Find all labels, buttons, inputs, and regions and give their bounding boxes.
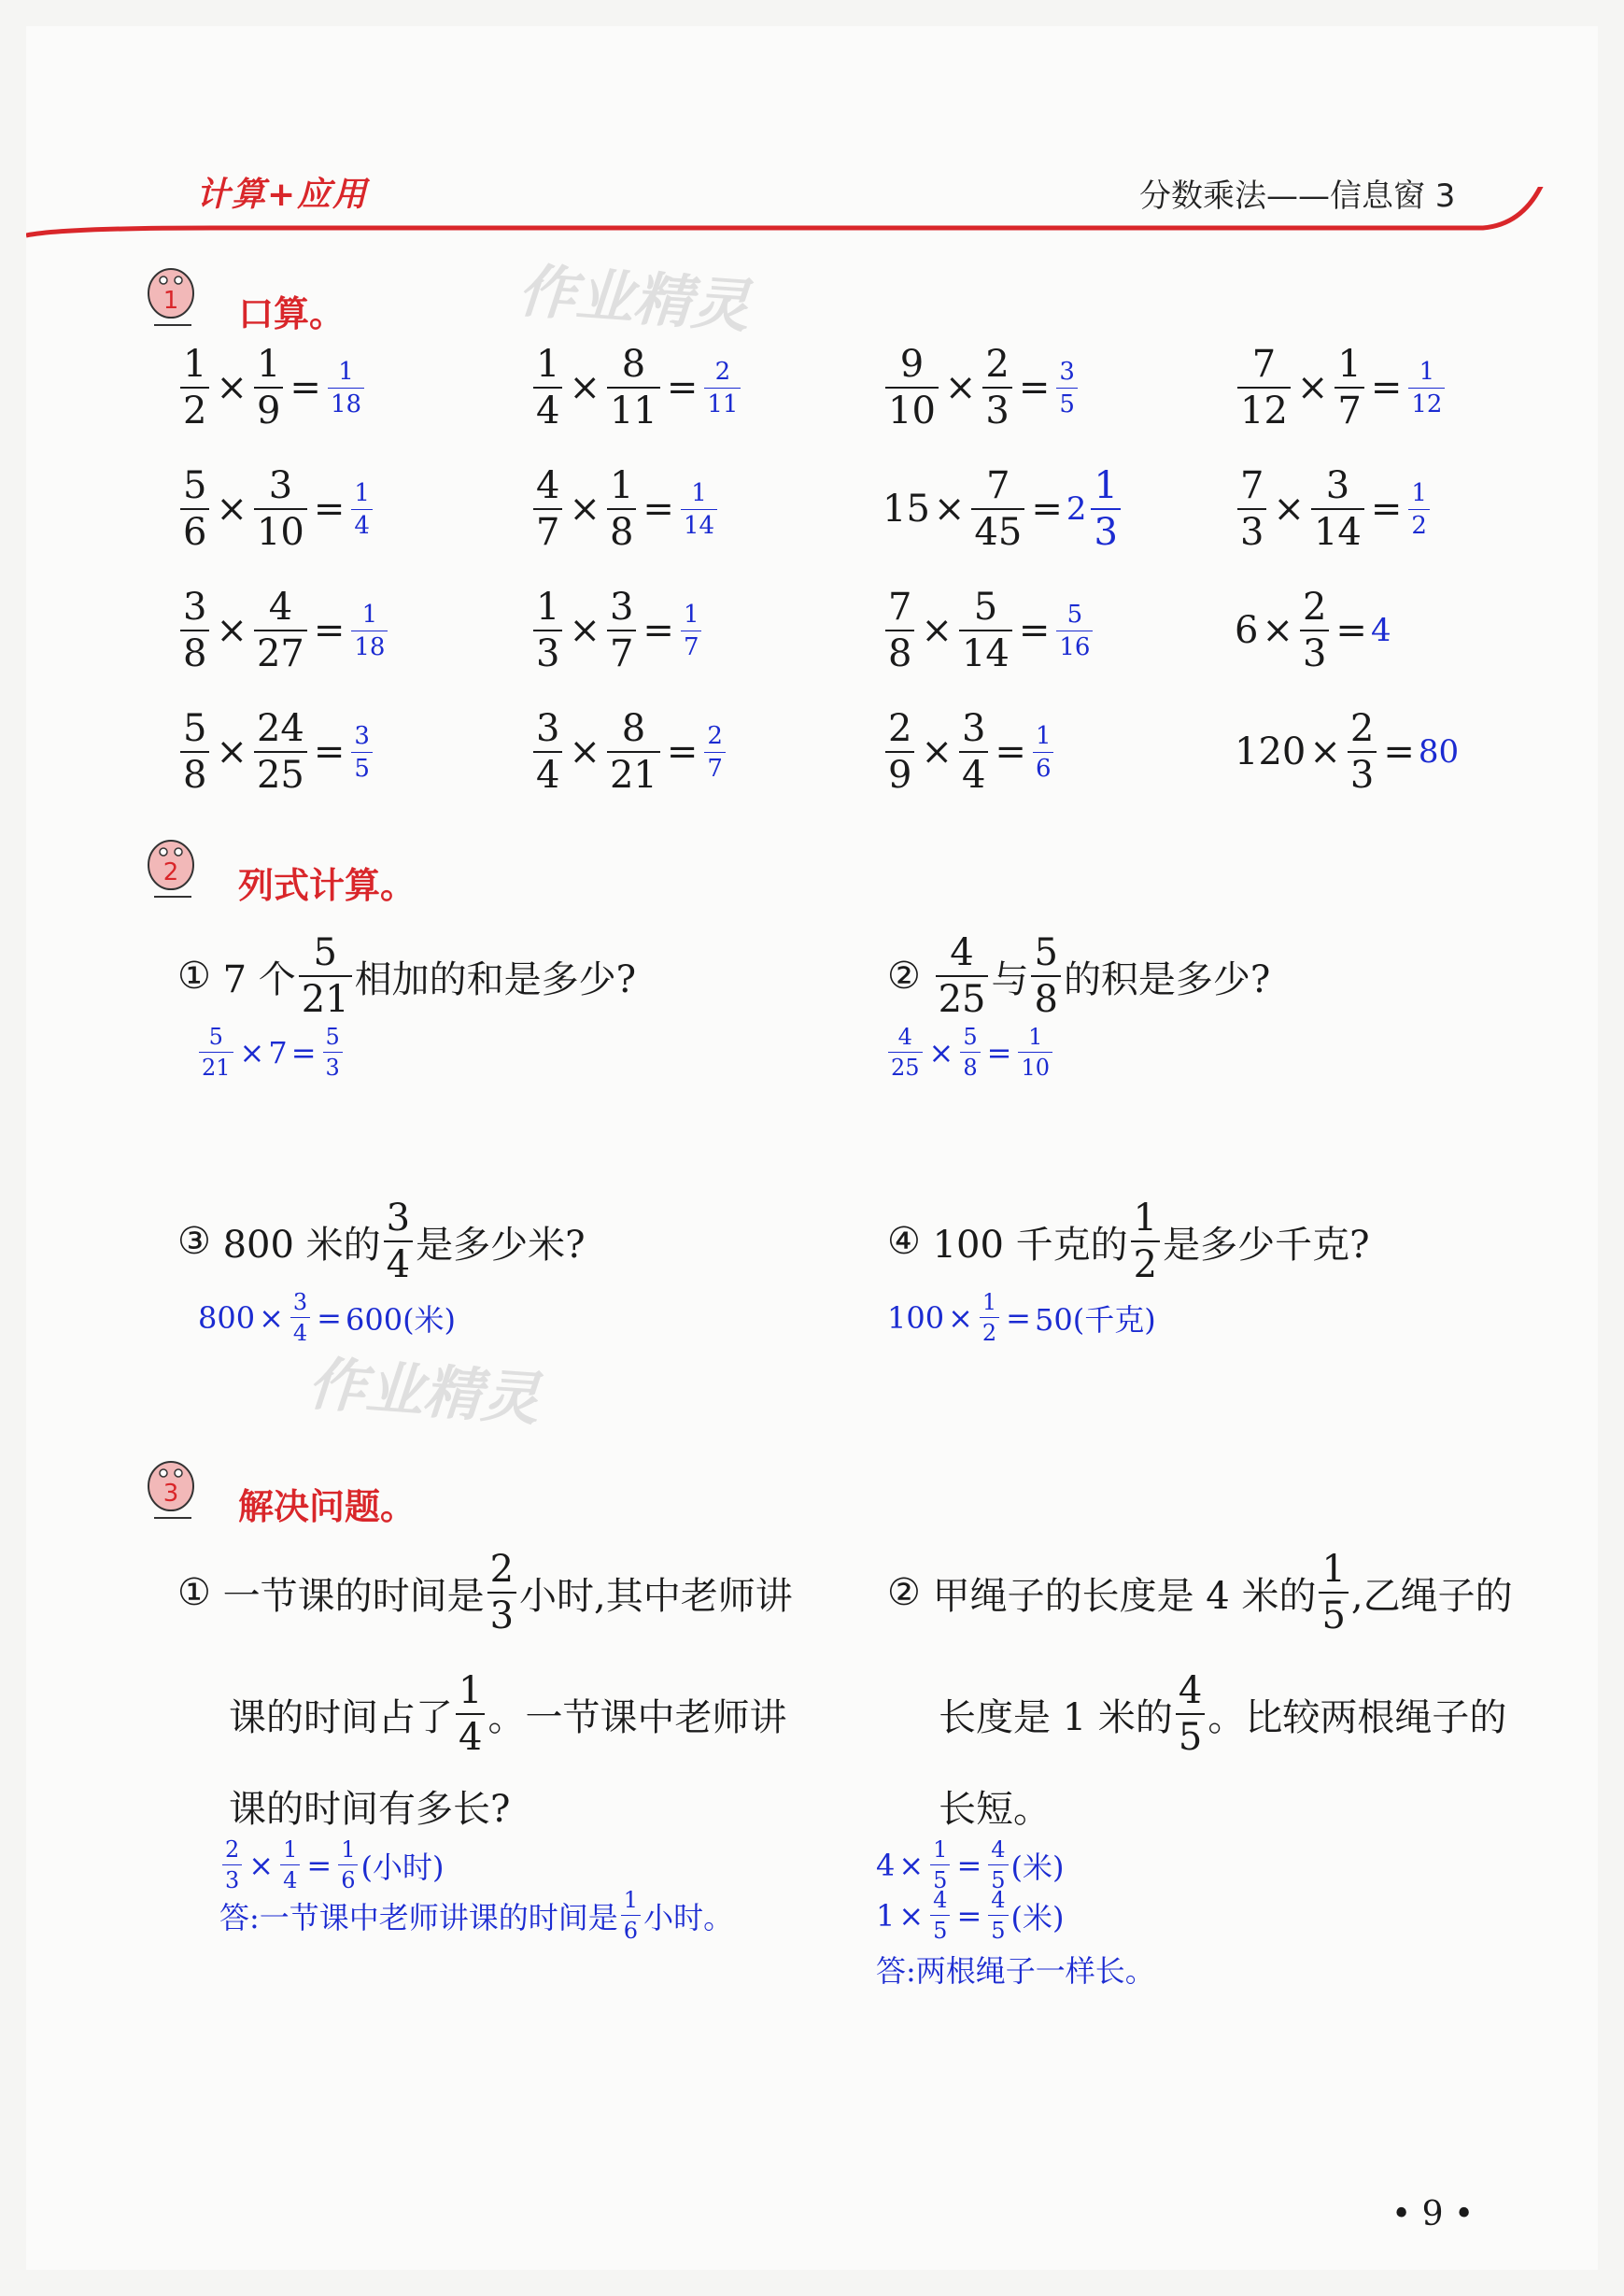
fraction: $\frac{3}{4}$ — [959, 710, 988, 794]
fraction: $\frac{3}{7}$ — [607, 588, 636, 673]
answer-2-2: $\frac{4}{25}$ × $\frac{5}{8}$ = $\frac{1}{10}$ — [885, 1026, 1055, 1079]
fraction: $\frac{8}{11}$ — [607, 346, 660, 430]
svg-text:1: 1 — [162, 287, 179, 315]
fraction: $\frac{1}{8}$ — [607, 467, 636, 551]
answer-2-1: $\frac{5}{21}$ × 7 = $\frac{5}{3}$ — [196, 1026, 346, 1079]
mental-math-item: $\frac{1}{4}$ × $\frac{8}{11}$ = $\frac{2}{11}$ — [530, 346, 743, 430]
mental-math-item: $\frac{7}{3}$ × $\frac{3}{14}$ = $\frac{1}{2}$ — [1235, 467, 1433, 551]
answer-3-2-work1: 4 × $\frac{1}{5}$ = $\frac{4}{5}$ (米) — [876, 1836, 1065, 1893]
answer-2-3: 800 × $\frac{3}{4}$ = 600(米) — [198, 1289, 457, 1346]
fraction: $\frac{3}{4}$ — [533, 710, 562, 794]
header-category: 计算+应用 — [196, 176, 369, 214]
section-title: 解决问题。 — [238, 1486, 417, 1527]
bird-number-icon — [135, 1453, 201, 1527]
question-3-1-line2: 课的时间占了 $\frac{1}{4}$ 。一节课中老师讲 — [229, 1669, 787, 1759]
question-3-2-line2: 长度是 1 米的 $\frac{4}{5}$ 。比较两根绳子的 — [939, 1669, 1507, 1759]
fraction: $\frac{7}{12}$ — [1237, 346, 1291, 430]
question-3-2-line1: ② 甲绳子的长度是 4 米的 $\frac{1}{5}$ ,乙绳子的 — [887, 1548, 1513, 1637]
answer: $\frac{1}{14}$ — [678, 481, 720, 538]
fraction: $\frac{9}{10}$ — [885, 346, 939, 430]
fraction: $\frac{1}{7}$ — [1335, 346, 1363, 430]
bird-number-icon — [135, 260, 201, 334]
answer: $\frac{1}{4}$ — [348, 481, 375, 538]
answer: $\frac{1}{7}$ — [678, 602, 705, 659]
fraction: $\frac{5}{14}$ — [959, 588, 1012, 673]
answer-3-2-statement: 答:两根绳子一样长。 — [876, 1953, 1155, 1989]
fraction: $\frac{1}{9}$ — [254, 346, 283, 430]
section-title: 列式计算。 — [238, 865, 417, 906]
answer: 80 — [1418, 733, 1460, 771]
mental-math-item: $\frac{5}{6}$ × $\frac{3}{10}$ = $\frac{1}{4}$ — [177, 467, 375, 551]
fraction: $\frac{2}{3}$ — [982, 346, 1011, 430]
answer: $\frac{1}{18}$ — [325, 360, 367, 417]
header-divider — [26, 187, 1558, 243]
answer: $\frac{1}{18}$ — [348, 602, 390, 659]
fraction: $\frac{4}{27}$ — [254, 588, 307, 673]
answer: $\frac{3}{5}$ — [348, 724, 375, 781]
answer-3-1-work: $\frac{2}{3}$ × $\frac{1}{4}$ = $\frac{1}{6}$ (小时) — [219, 1838, 444, 1892]
fraction: $\frac{3}{10}$ — [254, 467, 307, 551]
mental-math-item: 6 × $\frac{2}{3}$ = 4 — [1235, 586, 1391, 675]
mental-math-item: $\frac{4}{7}$ × $\frac{1}{8}$ = $\frac{1}{14}$ — [530, 467, 720, 551]
question-2-3: ③ 800 米的 $\frac{3}{4}$ 是多少米? — [177, 1197, 586, 1286]
question-2-4: ④ 100 千克的 $\frac{1}{2}$ 是多少千克? — [887, 1197, 1370, 1286]
fraction: $\frac{2}{9}$ — [885, 710, 914, 794]
answer: $\frac{2}{7}$ — [701, 724, 728, 781]
fraction: $\frac{3}{14}$ — [1311, 467, 1364, 551]
mental-math-item: 15 × $\frac{7}{45}$ = 2 $\frac{1}{3}$ — [883, 467, 1123, 551]
answer: 2 $\frac{1}{3}$ — [1066, 467, 1123, 551]
fraction: $\frac{4}{7}$ — [533, 467, 562, 551]
mental-math-item: $\frac{2}{9}$ × $\frac{3}{4}$ = $\frac{1}{6}$ — [883, 710, 1056, 794]
answer: $\frac{5}{16}$ — [1053, 602, 1095, 659]
fraction: $\frac{5}{6}$ — [180, 467, 209, 551]
fraction: $\frac{8}{21}$ — [607, 710, 660, 794]
mental-math-item: $\frac{1}{3}$ × $\frac{3}{7}$ = $\frac{1}{7}$ — [530, 588, 704, 673]
fraction: $\frac{1}{4}$ — [533, 346, 562, 430]
answer: $\frac{3}{5}$ — [1053, 360, 1080, 417]
mental-math-item: 120 × $\frac{2}{3}$ = 80 — [1235, 707, 1460, 797]
fraction: $\frac{7}{3}$ — [1237, 467, 1266, 551]
fraction: $\frac{7}{45}$ — [971, 467, 1024, 551]
fraction: $\frac{5}{21}$ — [299, 934, 352, 1018]
mental-math-item: $\frac{3}{8}$ × $\frac{4}{27}$ = $\frac{1}{18}$ — [177, 588, 390, 673]
fraction: $\frac{1}{2}$ — [180, 346, 209, 430]
answer-3-2-work2: 1 × $\frac{4}{5}$ = $\frac{4}{5}$ (米) — [876, 1887, 1065, 1944]
mental-math-item: $\frac{7}{8}$ × $\frac{5}{14}$ = $\frac{5}{16}$ — [883, 588, 1095, 673]
question-2-2: ② $\frac{4}{25}$ 与 $\frac{5}{8}$ 的积是多少? — [887, 931, 1271, 1021]
svg-text:3: 3 — [162, 1480, 179, 1508]
mental-math-item: $\frac{7}{12}$ × $\frac{1}{7}$ = $\frac{1}{12}$ — [1235, 346, 1447, 430]
question-3-2-line3: 长短。 — [939, 1788, 1051, 1831]
header-topic: 分数乘法——信息窗 3 — [1139, 177, 1456, 215]
page-number: • 9 • — [1391, 2195, 1475, 2233]
question-3-1-line3: 课的时间有多长? — [229, 1788, 511, 1831]
svg-text:2: 2 — [162, 858, 179, 886]
mental-math-item: $\frac{9}{10}$ × $\frac{2}{3}$ = $\frac{3}{5}$ — [883, 346, 1080, 430]
fraction: $\frac{1}{3}$ — [533, 588, 562, 673]
question-3-1-line1: ① 一节课的时间是 $\frac{2}{3}$ 小时,其中老师讲 — [177, 1548, 793, 1637]
mental-math-item: $\frac{1}{2}$ × $\frac{1}{9}$ = $\frac{1}{18}$ — [177, 346, 367, 430]
fraction: $\frac{7}{8}$ — [885, 588, 914, 673]
answer: 4 — [1370, 612, 1391, 649]
fraction: $\frac{2}{3}$ — [1300, 588, 1329, 673]
mental-math-item: $\frac{3}{4}$ × $\frac{8}{21}$ = $\frac{2}{7}$ — [530, 710, 728, 794]
answer-3-1-statement: 答:一节课中老师讲课的时间是 $\frac{1}{6}$ 小时。 — [219, 1887, 734, 1944]
fraction: $\frac{5}{8}$ — [180, 710, 209, 794]
answer: $\frac{1}{12}$ — [1405, 360, 1447, 417]
mental-math-item: $\frac{5}{8}$ × $\frac{24}{25}$ = $\frac{3}{5}$ — [177, 710, 375, 794]
answer: $\frac{2}{11}$ — [701, 360, 743, 417]
fraction: $\frac{2}{3}$ — [1348, 710, 1377, 794]
fraction: $\frac{24}{25}$ — [254, 710, 307, 794]
section-title: 口算。 — [238, 293, 346, 334]
answer-2-4: 100 × $\frac{1}{2}$ = 50(千克) — [887, 1289, 1156, 1346]
watermark: 作业精灵 — [305, 1349, 542, 1434]
watermark: 作业精灵 — [515, 256, 752, 341]
fraction: $\frac{3}{8}$ — [180, 588, 209, 673]
bird-number-icon — [135, 831, 201, 906]
answer: $\frac{1}{6}$ — [1030, 724, 1057, 781]
answer: $\frac{1}{2}$ — [1405, 481, 1433, 538]
question-2-1: ① 7 个 $\frac{5}{21}$ 相加的和是多少? — [177, 931, 637, 1021]
